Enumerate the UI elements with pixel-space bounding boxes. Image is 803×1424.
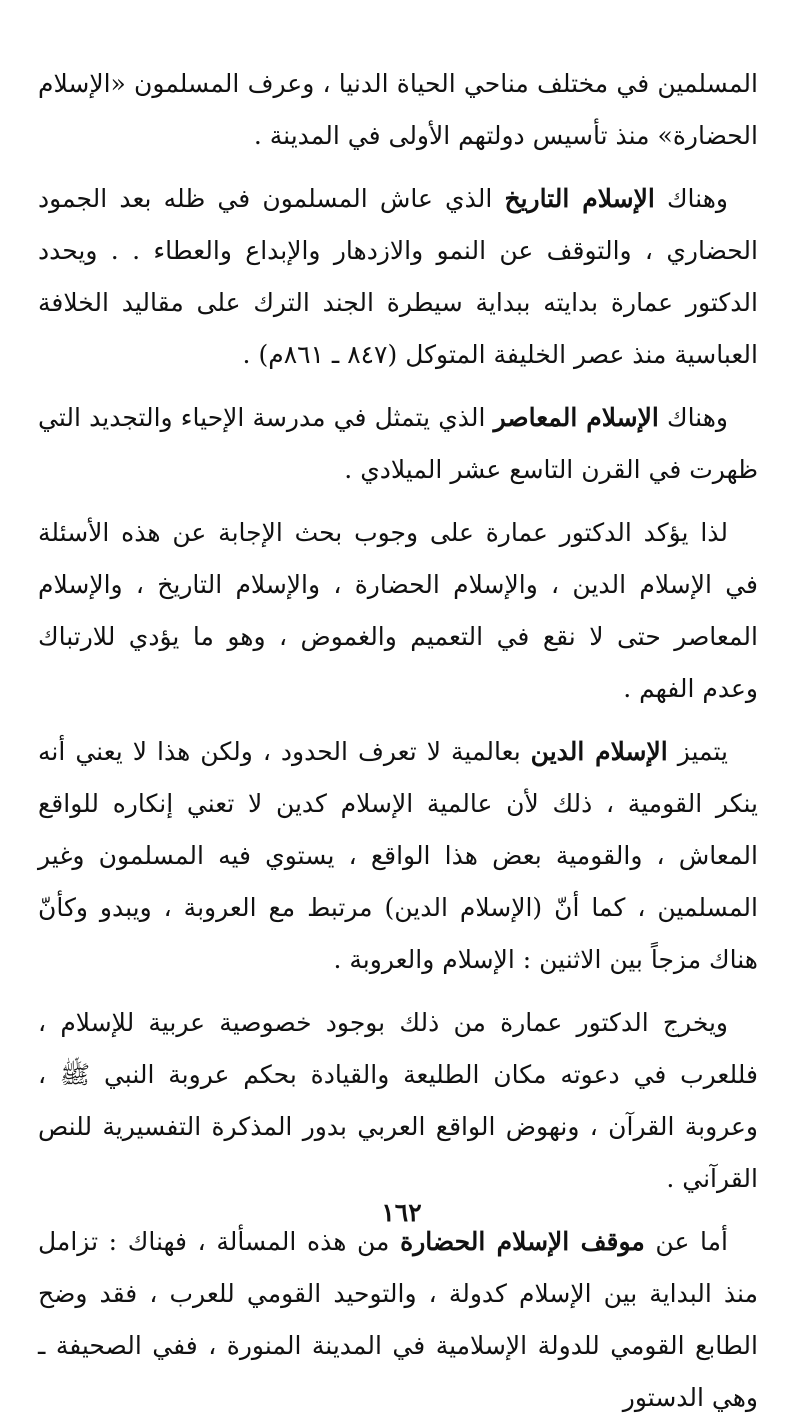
paragraph-7-term: موقف الإسلام الحضارة [400,1227,645,1256]
paragraph-6 [38,997,758,1205]
paragraph-2 [38,173,758,381]
paragraph-3 [38,392,758,496]
paragraph-5 [38,726,758,986]
paragraph-5-term: الإسلام الدين [530,737,668,766]
paragraph-7 [38,1216,758,1424]
paragraph-2-text-a: وهناك [654,184,728,213]
paragraph-1 [38,58,758,162]
paragraph-5-text-b: بعالمية لا تعرف الحدود ، ولكن هذا لا يعني أنه ينكر القومية ، ذلك لأن عالمية الإسلام كدين لا تعني إنكاره للواقع المعاش ، والقومية بعض هذا الواقع ، يستوي فيه المسلمون وغير المسلمين ، كما أنّ (الإسلام الدين) مرتبط مع العروبة ، ويبدو وكأنّ هناك مزجاً بين الاثنين : الإسلام والعروبة . [38,737,758,974]
paragraph-4-text: لذا يؤكد الدكتور عمارة على وجوب بحث الإجابة عن هذه الأسئلة في الإسلام الدين ، والإسلام الحضارة ، والإسلام التاريخ ، والإسلام المعاصر حتى لا نقع في التعميم والغموض ، وهو ما يؤدي للارتباك وعدم الفهم . [38,518,758,703]
paragraph-7-text-b: من هذه المسألة ، فهناك : تزامل منذ البداية بين الإسلام كدولة ، والتوحيد القومي للعرب ، فقد وضح الطابع القومي للدولة الإسلامية في المدينة المنورة ، ففي الصحيفة ـ وهي الدستور [38,1227,758,1412]
paragraph-7-text-a: أما عن [644,1227,728,1256]
paragraph-3-text-a: وهناك [658,403,728,432]
paragraph-4 [38,507,758,715]
paragraph-2-term: الإسلام التاريخ [504,184,655,213]
paragraph-3-term: الإسلام المعاصر [493,403,659,432]
paragraph-3-text-b: الذي يتمثل في مدرسة الإحياء والتجديد التي ظهرت في القرن التاسع عشر الميلادي . [38,403,758,484]
paragraph-2-text-b: الذي عاش المسلمون في ظله بعد الجمود الحضاري ، والتوقف عن النمو والازدهار والإبداع والعطاء . . ويحدد الدكتور عمارة بدايته ببداية سيطرة الجند الترك على مقاليد الخلافة العباسية منذ عصر الخليفة المتوكل (٨٤٧ ـ ٨٦١م) . [38,184,758,369]
paragraph-5-text-a: يتميز [667,737,728,766]
page-number: ١٦٢ [381,1198,422,1227]
paragraph-6-text: ويخرج الدكتور عمارة من ذلك بوجود خصوصية عربية للإسلام ، فللعرب في دعوته مكان الطليعة والقيادة بحكم عروبة النبي ﷺ ، وعروبة القرآن ، ونهوض الواقع العربي بدور المذكرة التفسيرية للنص القرآني . [38,1008,758,1193]
paragraph-1-text: المسلمين في مختلف مناحي الحياة الدنيا ، وعرف المسلمون «الإسلام الحضارة» منذ تأسيس دولتهم الأولى في المدينة . [38,69,758,150]
